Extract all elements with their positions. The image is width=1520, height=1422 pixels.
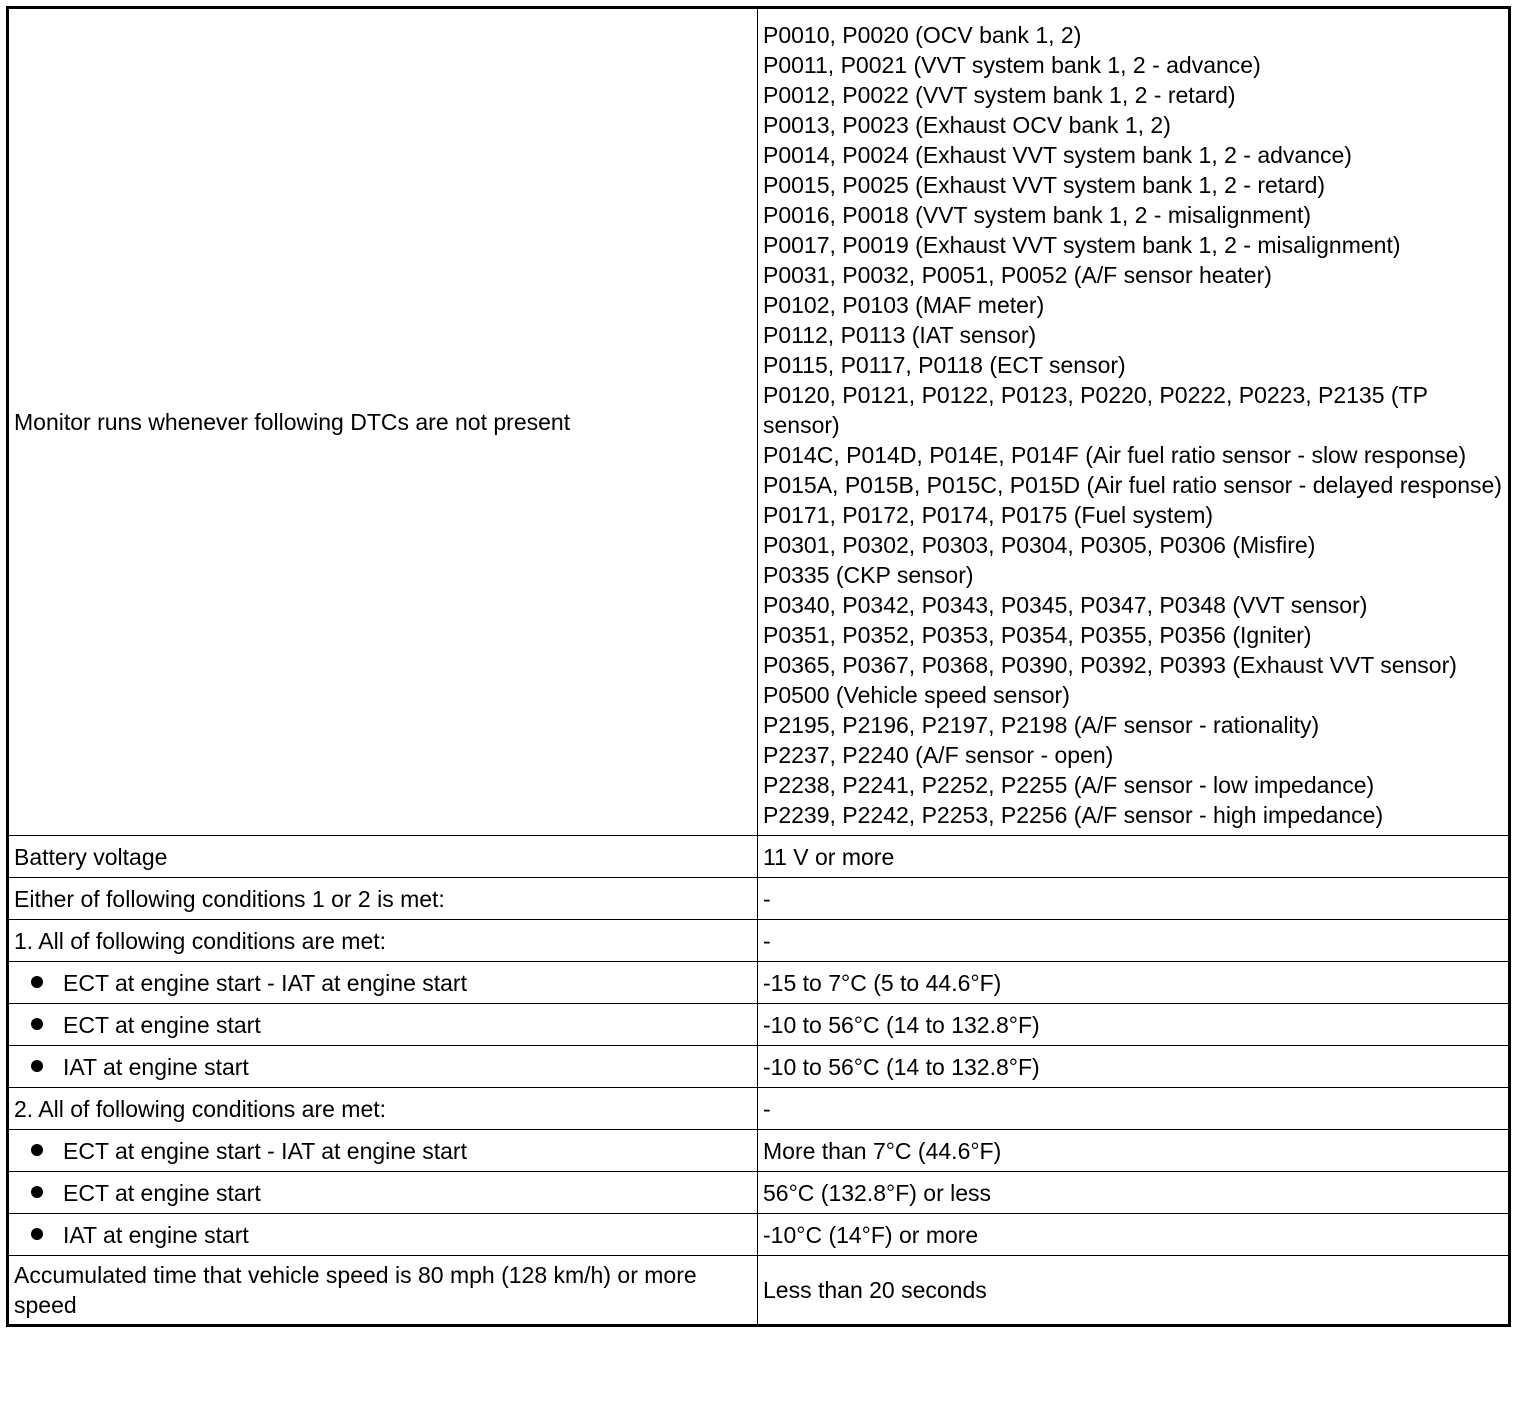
value-cell: - xyxy=(758,1088,1510,1130)
dtc-item: P0301, P0302, P0303, P0304, P0305, P0306 (Misfire) xyxy=(763,532,1316,558)
condition-text: ECT at engine start xyxy=(63,1011,261,1038)
dtc-item: P0017, P0019 (Exhaust VVT system bank 1, 2 - misalignment) xyxy=(763,232,1401,258)
value-cell: - xyxy=(758,920,1510,962)
table-row xyxy=(8,1214,1510,1256)
table-row xyxy=(8,1046,1510,1088)
condition-cell xyxy=(8,1004,758,1046)
condition-cell xyxy=(8,1130,758,1172)
value-cell: -15 to 7°C (5 to 44.6°F) xyxy=(758,962,1510,1004)
table-row xyxy=(8,920,1510,962)
bullet-icon xyxy=(31,1018,43,1030)
condition-cell: 2. All of following conditions are met: xyxy=(8,1088,758,1130)
dtc-item: P2239, P2242, P2253, P2256 (A/F sensor - high impedance) xyxy=(763,802,1384,828)
condition-cell: Battery voltage xyxy=(8,836,758,878)
dtc-item: P0013, P0023 (Exhaust OCV bank 1, 2) xyxy=(763,112,1171,138)
condition-cell: Accumulated time that vehicle speed is 80 mph (128 km/h) or more speed xyxy=(8,1256,758,1326)
dtc-item: P0365, P0367, P0368, P0390, P0392, P0393 (Exhaust VVT sensor) xyxy=(763,652,1457,678)
dtc-item: P2195, P2196, P2197, P2198 (A/F sensor - rationality) xyxy=(763,712,1320,738)
table-row xyxy=(8,836,1510,878)
dtc-item: P0500 (Vehicle speed sensor) xyxy=(763,682,1070,708)
dtc-list-cell xyxy=(758,8,1510,836)
table-row xyxy=(8,962,1510,1004)
value-cell: -10 to 56°C (14 to 132.8°F) xyxy=(758,1004,1510,1046)
dtc-item: P0171, P0172, P0174, P0175 (Fuel system) xyxy=(763,502,1214,528)
condition-text: ECT at engine start xyxy=(63,1179,261,1206)
condition-cell xyxy=(8,1046,758,1088)
bullet-icon xyxy=(31,976,43,988)
value-cell: -10°C (14°F) or more xyxy=(758,1214,1510,1256)
table-row xyxy=(8,1130,1510,1172)
dtc-item: P0014, P0024 (Exhaust VVT system bank 1, 2 - advance) xyxy=(763,142,1352,168)
condition-text: IAT at engine start xyxy=(63,1053,249,1080)
dtc-item: P0340, P0342, P0343, P0345, P0347, P0348 (VVT sensor) xyxy=(763,592,1368,618)
bullet-icon xyxy=(31,1186,43,1198)
condition-text: IAT at engine start xyxy=(63,1221,249,1248)
dtc-item: P0015, P0025 (Exhaust VVT system bank 1, 2 - retard) xyxy=(763,172,1326,198)
value-cell: - xyxy=(758,878,1510,920)
table-row xyxy=(8,1004,1510,1046)
value-cell: More than 7°C (44.6°F) xyxy=(758,1130,1510,1172)
condition-cell xyxy=(8,962,758,1004)
dtc-item: P0335 (CKP sensor) xyxy=(763,562,974,588)
value-cell: -10 to 56°C (14 to 132.8°F) xyxy=(758,1046,1510,1088)
bullet-icon xyxy=(31,1060,43,1072)
dtc-item: P0120, P0121, P0122, P0123, P0220, P0222, P0223, P2135 (TP sensor) xyxy=(763,382,1428,438)
dtc-item: P0016, P0018 (VVT system bank 1, 2 - misalignment) xyxy=(763,202,1312,228)
value-cell: 11 V or more xyxy=(758,836,1510,878)
condition-text: ECT at engine start - IAT at engine start xyxy=(63,969,467,996)
dtc-item: P0351, P0352, P0353, P0354, P0355, P0356 (Igniter) xyxy=(763,622,1312,648)
condition-cell: Monitor runs whenever following DTCs are not present xyxy=(8,8,758,836)
condition-cell: Either of following conditions 1 or 2 is met: xyxy=(8,878,758,920)
dtc-item: P0115, P0117, P0118 (ECT sensor) xyxy=(763,352,1126,378)
value-cell: 56°C (132.8°F) or less xyxy=(758,1172,1510,1214)
dtc-item: P2237, P2240 (A/F sensor - open) xyxy=(763,742,1114,768)
condition-cell: 1. All of following conditions are met: xyxy=(8,920,758,962)
dtc-item: P0011, P0021 (VVT system bank 1, 2 - advance) xyxy=(763,52,1261,78)
condition-cell xyxy=(8,1172,758,1214)
condition-text: ECT at engine start - IAT at engine start xyxy=(63,1137,467,1164)
table-row xyxy=(8,878,1510,920)
condition-cell xyxy=(8,1214,758,1256)
dtc-item: P0012, P0022 (VVT system bank 1, 2 - retard) xyxy=(763,82,1236,108)
monitor-conditions-table xyxy=(6,6,1511,1327)
dtc-item: P015A, P015B, P015C, P015D (Air fuel ratio sensor - delayed response) xyxy=(763,472,1502,498)
table-row xyxy=(8,1256,1510,1326)
dtc-item: P014C, P014D, P014E, P014F (Air fuel ratio sensor - slow response) xyxy=(763,442,1467,468)
dtc-item: P2238, P2241, P2252, P2255 (A/F sensor - low impedance) xyxy=(763,772,1375,798)
value-cell: Less than 20 seconds xyxy=(758,1256,1510,1326)
table-row xyxy=(8,8,1510,836)
dtc-item: P0031, P0032, P0051, P0052 (A/F sensor heater) xyxy=(763,262,1272,288)
dtc-item: P0010, P0020 (OCV bank 1, 2) xyxy=(763,22,1082,48)
table-row xyxy=(8,1172,1510,1214)
bullet-icon xyxy=(31,1144,43,1156)
table-row xyxy=(8,1088,1510,1130)
dtc-item: P0112, P0113 (IAT sensor) xyxy=(763,322,1037,348)
bullet-icon xyxy=(31,1228,43,1240)
dtc-item: P0102, P0103 (MAF meter) xyxy=(763,292,1045,318)
